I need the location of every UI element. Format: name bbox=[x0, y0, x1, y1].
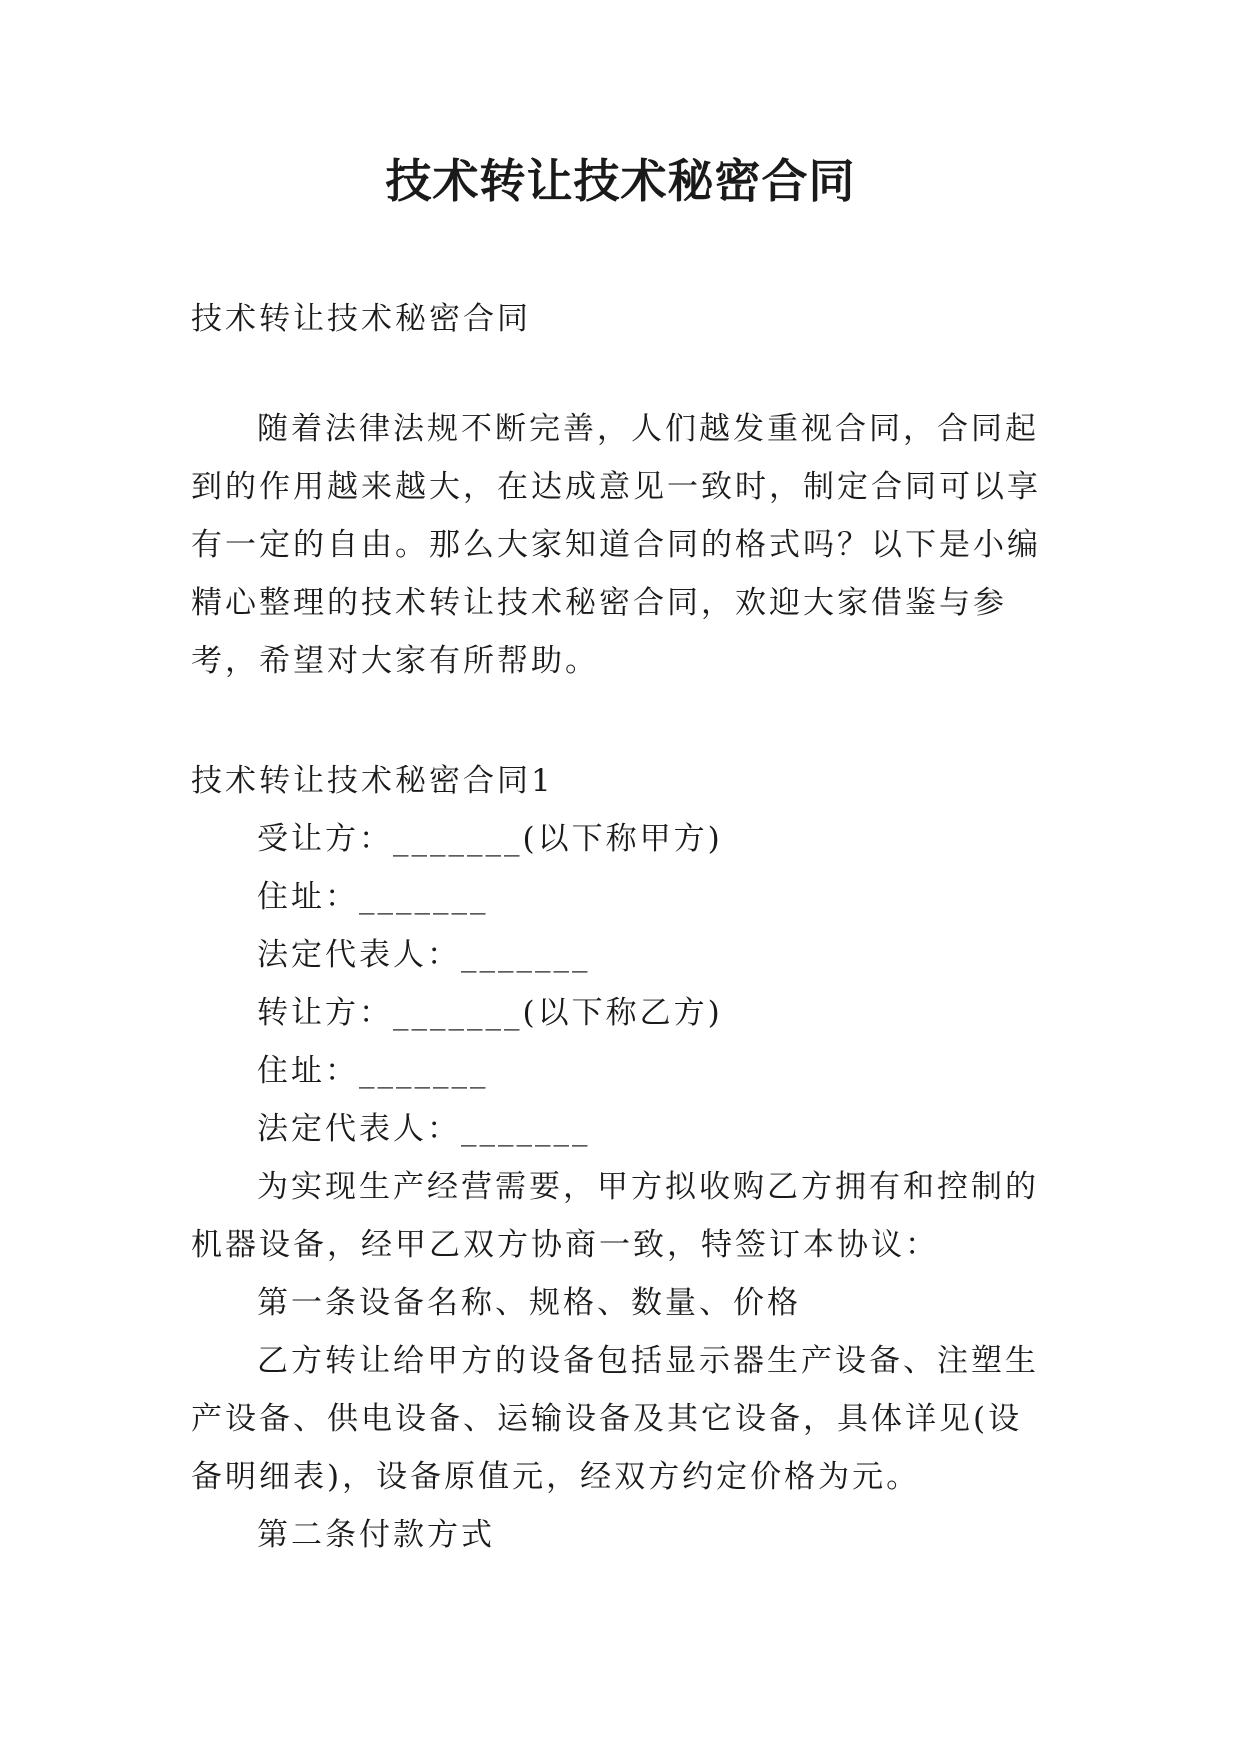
party-a-address-line: 住址：_______ bbox=[257, 879, 489, 915]
article-1-heading: 第一条设备名称、规格、数量、价格 bbox=[257, 1285, 801, 1321]
document-subtitle: 技术转让技术秘密合同 bbox=[191, 301, 531, 337]
party-a-line: 受让方：_______(以下称甲方) bbox=[257, 821, 723, 857]
article-1-body: 乙方转让给甲方的设备包括显示器生产设备、注塑生产设备、供电设备、运输设备及其它设备，具体详见(设备明细表)，设备原值元，经双方约定价格为元。 bbox=[191, 1343, 1039, 1495]
intro-paragraph: 随着法律法规不断完善，人们越发重视合同，合同起到的作用越来越大，在达成意见一致时，制定合同可以享有一定的自由。那么大家知道合同的格式吗？以下是小编精心整理的技术转让技术秘密合同，欢迎大家借鉴与参考，希望对大家有所帮助。 bbox=[191, 411, 1041, 679]
spacer bbox=[191, 690, 1051, 752]
purpose-paragraph: 为实现生产经营需要，甲方拟收购乙方拥有和控制的机器设备，经甲乙双方协商一致，特签订本协议： bbox=[191, 1169, 1039, 1263]
spacer bbox=[191, 348, 1051, 400]
section-heading: 技术转让技术秘密合同1 bbox=[191, 763, 554, 799]
article-2-heading: 第二条付款方式 bbox=[257, 1517, 495, 1553]
party-b-line: 转让方：_______(以下称乙方) bbox=[257, 995, 723, 1031]
party-b-representative-line: 法定代表人：_______ bbox=[257, 1111, 591, 1147]
document-body bbox=[191, 290, 1051, 1564]
party-a-representative-line: 法定代表人：_______ bbox=[257, 937, 591, 973]
party-b-address-line: 住址：_______ bbox=[257, 1053, 489, 1089]
document-title: 技术转让技术秘密合同 bbox=[385, 154, 856, 208]
